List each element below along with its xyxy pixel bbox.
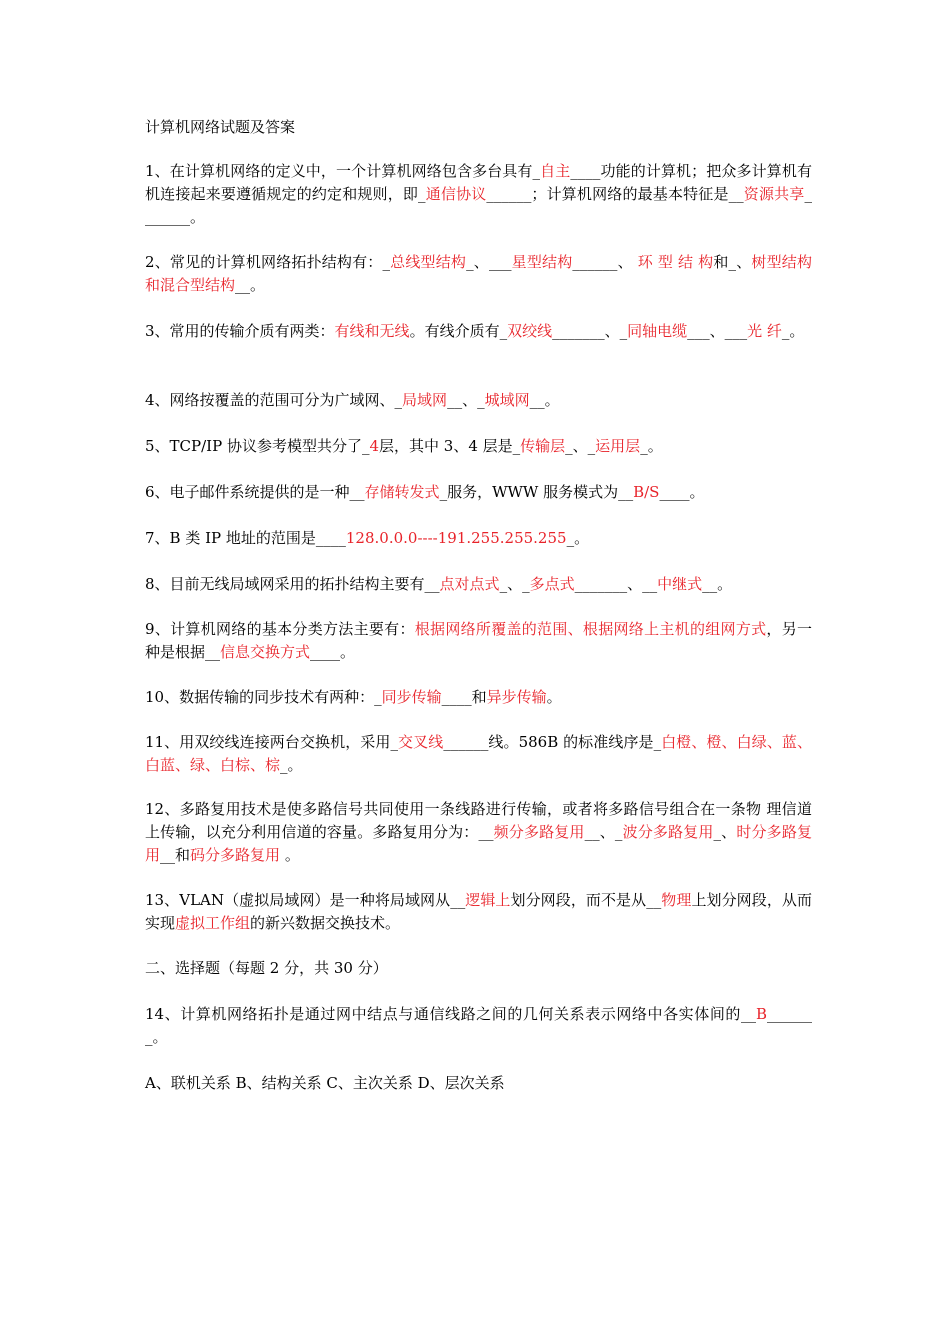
question-text: 。有线介质有_ [409, 322, 508, 340]
question-text: _______、_ [552, 322, 628, 340]
answer-text: 4 [369, 437, 380, 455]
question-text: 和_、 [713, 253, 752, 271]
question-text: 层，其中 3、4 层是_ [379, 437, 521, 455]
question-text: _、_ [499, 575, 530, 593]
question-text: 8、目前无线局域网采用的拓扑结构主要有__ [145, 575, 440, 593]
question-8 [145, 573, 812, 596]
question-text: 2、常见的计算机网络拓扑结构有：_ [145, 253, 390, 271]
question-7 [145, 527, 812, 550]
question-text: 。 [546, 688, 562, 706]
answer-text: 双绞线 [507, 322, 553, 340]
question-text: _。 [640, 437, 663, 455]
question-text: ____和 [441, 688, 487, 706]
question-text: 12、多路复用技术是使多路信号共同使用一条线路进行传输，或者将多路信号组合在一条物 理信道上传输，以充分利用信道的容量。多路复用分为：__ [145, 800, 812, 841]
question-text: 5、TCP/IP 协议参考模型共分了_ [145, 437, 370, 455]
question-text: __。 [529, 391, 560, 409]
question-text: ______线。586B 的标准线序是_ [443, 733, 662, 751]
answer-text: 同轴电缆 [627, 322, 688, 340]
question-text: 13、VLAN（虚拟局域网）是一种将局域网从__ [145, 891, 466, 909]
answer-text: 根据网络所覆盖的范围、根据网络上主机的组网方式 [414, 620, 767, 638]
question-text: 4、网络按覆盖的范围可分为广域网、_ [145, 391, 403, 409]
question-text: ___、___ [687, 322, 748, 340]
answer-text: 中继式 [657, 575, 703, 593]
question-text: 7、B 类 IP 地址的范围是____ [145, 529, 346, 547]
question-2 [145, 251, 812, 297]
question-text: 6、电子邮件系统提供的是一种__ [145, 483, 365, 501]
answer-text: 同步传输 [381, 688, 442, 706]
question-text: ____。 [310, 643, 356, 661]
answer-text: 多点式 [529, 575, 575, 593]
answer-text: 异步传输 [486, 688, 547, 706]
answer-text: 物理 [661, 891, 692, 909]
answer-text: 资源共享 [743, 185, 805, 203]
question-9 [145, 618, 812, 664]
question-text: 上划分网段，从而实现 [145, 891, 812, 932]
question-text: ____功能的计算机；把众多计算机有机连接起来要遵循规定的约定和规则，即_ [145, 162, 812, 203]
answer-text: B/S [633, 483, 660, 501]
question-text: ____。 [659, 483, 705, 501]
question-text: _。 [280, 756, 303, 774]
document-title: 计算机网络试题及答案 [145, 118, 296, 136]
answer-text: 环 型 结 构 [637, 253, 714, 271]
answer-text: 白橙、橙、白绿、蓝、白蓝、绿、白棕、棕 [145, 733, 812, 774]
question-text: 划分网段，而不是从__ [510, 891, 662, 909]
question-text: __、_ [447, 391, 485, 409]
question-11 [145, 731, 812, 777]
answer-text: 码分多路复用 [190, 846, 281, 864]
question-text: _服务，WWW 服务模式为__ [439, 483, 634, 501]
answer-text: 时分多路复用 [145, 823, 812, 864]
question-text: 10、数据传输的同步技术有两种：_ [145, 688, 382, 706]
answer-text: 城域网 [484, 391, 530, 409]
question-text: 9、计算机网络的基本分类方法主要有： [145, 620, 415, 638]
question-text: 14、计算机网络拓扑是通过网中结点与通信线路之间的几何关系表示网络中各实体间的__ [145, 1005, 756, 1023]
answer-text: 有线和无线 [334, 322, 410, 340]
question-text: 。 [280, 846, 300, 864]
answer-text: 自主 [540, 162, 571, 180]
question-3 [145, 320, 812, 343]
answer-text: 波分多路复用 [622, 823, 714, 841]
question-text: ，另一种是根据__ [145, 620, 812, 661]
question-text: __和 [160, 846, 191, 864]
answer-text: 虚拟工作组 [175, 914, 251, 932]
question-12 [145, 798, 812, 867]
answer-text: 交叉线 [397, 733, 444, 751]
question-text: __、_ [584, 823, 623, 841]
answer-text: B [755, 1005, 767, 1023]
answer-text: 局域网 [402, 391, 448, 409]
answer-text: 传输层 [520, 437, 566, 455]
answer-text: 运用层 [595, 437, 641, 455]
question-14-options [145, 1072, 812, 1095]
question-text: ______；计算机网络的最基本特征是__ [486, 185, 744, 203]
question-text: A、联机关系 B、结构关系 C、主次关系 D、层次关系 [145, 1074, 505, 1092]
answer-text: 频分多路复用 [493, 823, 585, 841]
answer-text: 逻辑上 [465, 891, 511, 909]
question-text: 11、用双绞线连接两台交换机，采用_ [145, 733, 398, 751]
question-6 [145, 481, 812, 504]
question-text: _。 [566, 529, 590, 547]
question-text: _______。 [145, 185, 812, 226]
question-text: _______、__ [574, 575, 658, 593]
question-text: _、___ [466, 253, 512, 271]
question-14 [145, 1003, 812, 1049]
question-text: 3、常用的传输介质有两类： [145, 322, 335, 340]
question-13 [145, 889, 812, 935]
question-text: 二、选择题（每题 2 分，共 30 分） [145, 959, 388, 977]
answer-text: 点对点式 [439, 575, 500, 593]
question-1 [145, 160, 812, 229]
section-heading-multiple-choice [145, 957, 812, 980]
question-5 [145, 435, 812, 458]
question-text: __。 [702, 575, 733, 593]
question-text: 的新兴数据交换技术。 [250, 914, 401, 932]
question-10 [145, 686, 812, 709]
answer-text: 存储转发式 [364, 483, 440, 501]
question-text: 1、在计算机网络的定义中，一个计算机网络包含多台具有_ [145, 162, 541, 180]
question-text: __。 [235, 276, 266, 294]
answer-text: 树型结构和混合型结构 [145, 253, 812, 294]
question-text: _______。 [145, 1005, 812, 1046]
answer-text: 128.0.0.0----191.255.255.255 [345, 529, 567, 547]
answer-text: 光 纤 [747, 322, 782, 340]
answer-text: 星型结构 [511, 253, 573, 271]
question-4 [145, 389, 812, 412]
answer-text: 信息交换方式 [220, 643, 311, 661]
question-text: _、_ [565, 437, 596, 455]
answer-text: 通信协议 [425, 185, 487, 203]
question-text: _、 [713, 823, 737, 841]
answer-text: 总线型结构 [390, 253, 467, 271]
question-text: ______、 [572, 253, 638, 271]
question-text: _。 [781, 322, 805, 340]
